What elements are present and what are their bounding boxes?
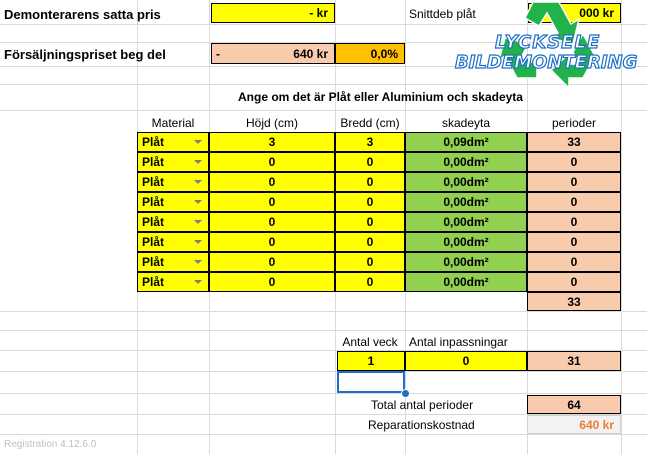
sale-dash: - bbox=[216, 46, 220, 61]
sale-label: Försäljningspriset beg del bbox=[4, 46, 166, 62]
registration-text: Registration 4.12.6.0 bbox=[4, 439, 97, 450]
hojd-cell[interactable]: 0 bbox=[209, 192, 335, 212]
logo-line1: LYCKSELE bbox=[495, 32, 601, 53]
hojd-cell[interactable]: 3 bbox=[209, 132, 335, 152]
material-value: Plåt bbox=[142, 155, 165, 169]
demont-label: Demonterarens satta pris bbox=[4, 6, 161, 22]
material-select[interactable] bbox=[137, 192, 209, 212]
material-value: Plåt bbox=[142, 275, 165, 289]
antal-veck-label: Antal veck bbox=[342, 334, 398, 349]
skadeyta-cell: 0,00dm² bbox=[405, 172, 527, 192]
sale-value: 640 kr bbox=[293, 46, 328, 61]
perioder-cell: 0 bbox=[527, 172, 621, 192]
skadeyta-cell: 0,09dm² bbox=[405, 132, 527, 152]
hojd-cell[interactable]: 0 bbox=[209, 232, 335, 252]
sale-percent-cell[interactable]: 0,0% bbox=[335, 43, 405, 64]
material-select[interactable] bbox=[137, 172, 209, 192]
active-cell-selection[interactable] bbox=[337, 371, 405, 393]
skadeyta-cell: 0,00dm² bbox=[405, 192, 527, 212]
perioder-cell: 0 bbox=[527, 212, 621, 232]
hojd-cell[interactable]: 0 bbox=[209, 272, 335, 292]
rep-label: Reparationskostnad bbox=[368, 417, 475, 432]
dropdown-arrow-icon[interactable] bbox=[194, 220, 202, 224]
dropdown-arrow-icon[interactable] bbox=[194, 240, 202, 244]
antal-inpass-cell[interactable]: 0 bbox=[405, 351, 527, 371]
bredd-cell[interactable]: 0 bbox=[335, 172, 405, 192]
material-select[interactable] bbox=[137, 132, 209, 152]
perioder-cell: 0 bbox=[527, 272, 621, 292]
bredd-cell[interactable]: 0 bbox=[335, 272, 405, 292]
total-value-cell: 64 bbox=[527, 395, 621, 414]
material-value: Plåt bbox=[142, 135, 165, 149]
antal-veck-cell[interactable]: 1 bbox=[337, 351, 405, 371]
header-material: Material bbox=[151, 116, 195, 130]
skadeyta-cell: 0,00dm² bbox=[405, 272, 527, 292]
material-select[interactable] bbox=[137, 152, 209, 172]
material-value: Plåt bbox=[142, 235, 165, 249]
perioder-cell: 0 bbox=[527, 192, 621, 212]
skadeyta-cell: 0,00dm² bbox=[405, 252, 527, 272]
perioder-cell: 0 bbox=[527, 252, 621, 272]
perioder-sum-cell: 33 bbox=[527, 292, 621, 311]
material-select[interactable] bbox=[137, 252, 209, 272]
hojd-cell[interactable]: 0 bbox=[209, 252, 335, 272]
logo-line2: BILDEMONTERING bbox=[455, 52, 638, 73]
skadeyta-cell: 0,00dm² bbox=[405, 212, 527, 232]
header-hojd: Höjd (cm) bbox=[245, 116, 298, 130]
dropdown-arrow-icon[interactable] bbox=[194, 260, 202, 264]
sum-perioder-cell: 31 bbox=[527, 351, 621, 371]
dropdown-arrow-icon[interactable] bbox=[194, 280, 202, 284]
bredd-cell[interactable]: 0 bbox=[335, 192, 405, 212]
dropdown-arrow-icon[interactable] bbox=[194, 160, 202, 164]
bredd-cell[interactable]: 3 bbox=[335, 132, 405, 152]
perioder-cell: 0 bbox=[527, 232, 621, 252]
hojd-cell[interactable]: 0 bbox=[209, 212, 335, 232]
snitt-value-cell[interactable]: 000 kr bbox=[528, 3, 621, 23]
instruction-text: Ange om det är Plåt eller Aluminium och skadeyta bbox=[238, 90, 523, 104]
header-skadeyta: skadeyta bbox=[441, 116, 491, 130]
antal-inpass-label: Antal inpassningar bbox=[409, 334, 508, 349]
total-label: Total antal perioder bbox=[371, 397, 474, 412]
bredd-cell[interactable]: 0 bbox=[335, 212, 405, 232]
bredd-cell[interactable]: 0 bbox=[335, 252, 405, 272]
hojd-cell[interactable]: 0 bbox=[209, 152, 335, 172]
rep-value-cell: 640 kr bbox=[527, 415, 621, 434]
material-value: Plåt bbox=[142, 255, 165, 269]
dropdown-arrow-icon[interactable] bbox=[194, 180, 202, 184]
material-select[interactable] bbox=[137, 212, 209, 232]
header-perioder: perioder bbox=[551, 116, 597, 130]
material-value: Plåt bbox=[142, 215, 165, 229]
perioder-cell: 0 bbox=[527, 152, 621, 172]
bredd-cell[interactable]: 0 bbox=[335, 152, 405, 172]
material-value: Plåt bbox=[142, 195, 165, 209]
skadeyta-cell: 0,00dm² bbox=[405, 152, 527, 172]
material-select[interactable] bbox=[137, 232, 209, 252]
perioder-cell: 33 bbox=[527, 132, 621, 152]
dropdown-arrow-icon[interactable] bbox=[194, 140, 202, 144]
header-bredd: Bredd (cm) bbox=[340, 116, 400, 130]
hojd-cell[interactable]: 0 bbox=[209, 172, 335, 192]
material-value: Plåt bbox=[142, 175, 165, 189]
snitt-label: Snittdeb plåt bbox=[409, 7, 476, 21]
sale-value-cell[interactable] bbox=[211, 43, 335, 64]
bredd-cell[interactable]: 0 bbox=[335, 232, 405, 252]
dropdown-arrow-icon[interactable] bbox=[194, 200, 202, 204]
demont-value-cell[interactable]: - kr bbox=[211, 3, 335, 23]
skadeyta-cell: 0,00dm² bbox=[405, 232, 527, 252]
material-select[interactable] bbox=[137, 272, 209, 292]
